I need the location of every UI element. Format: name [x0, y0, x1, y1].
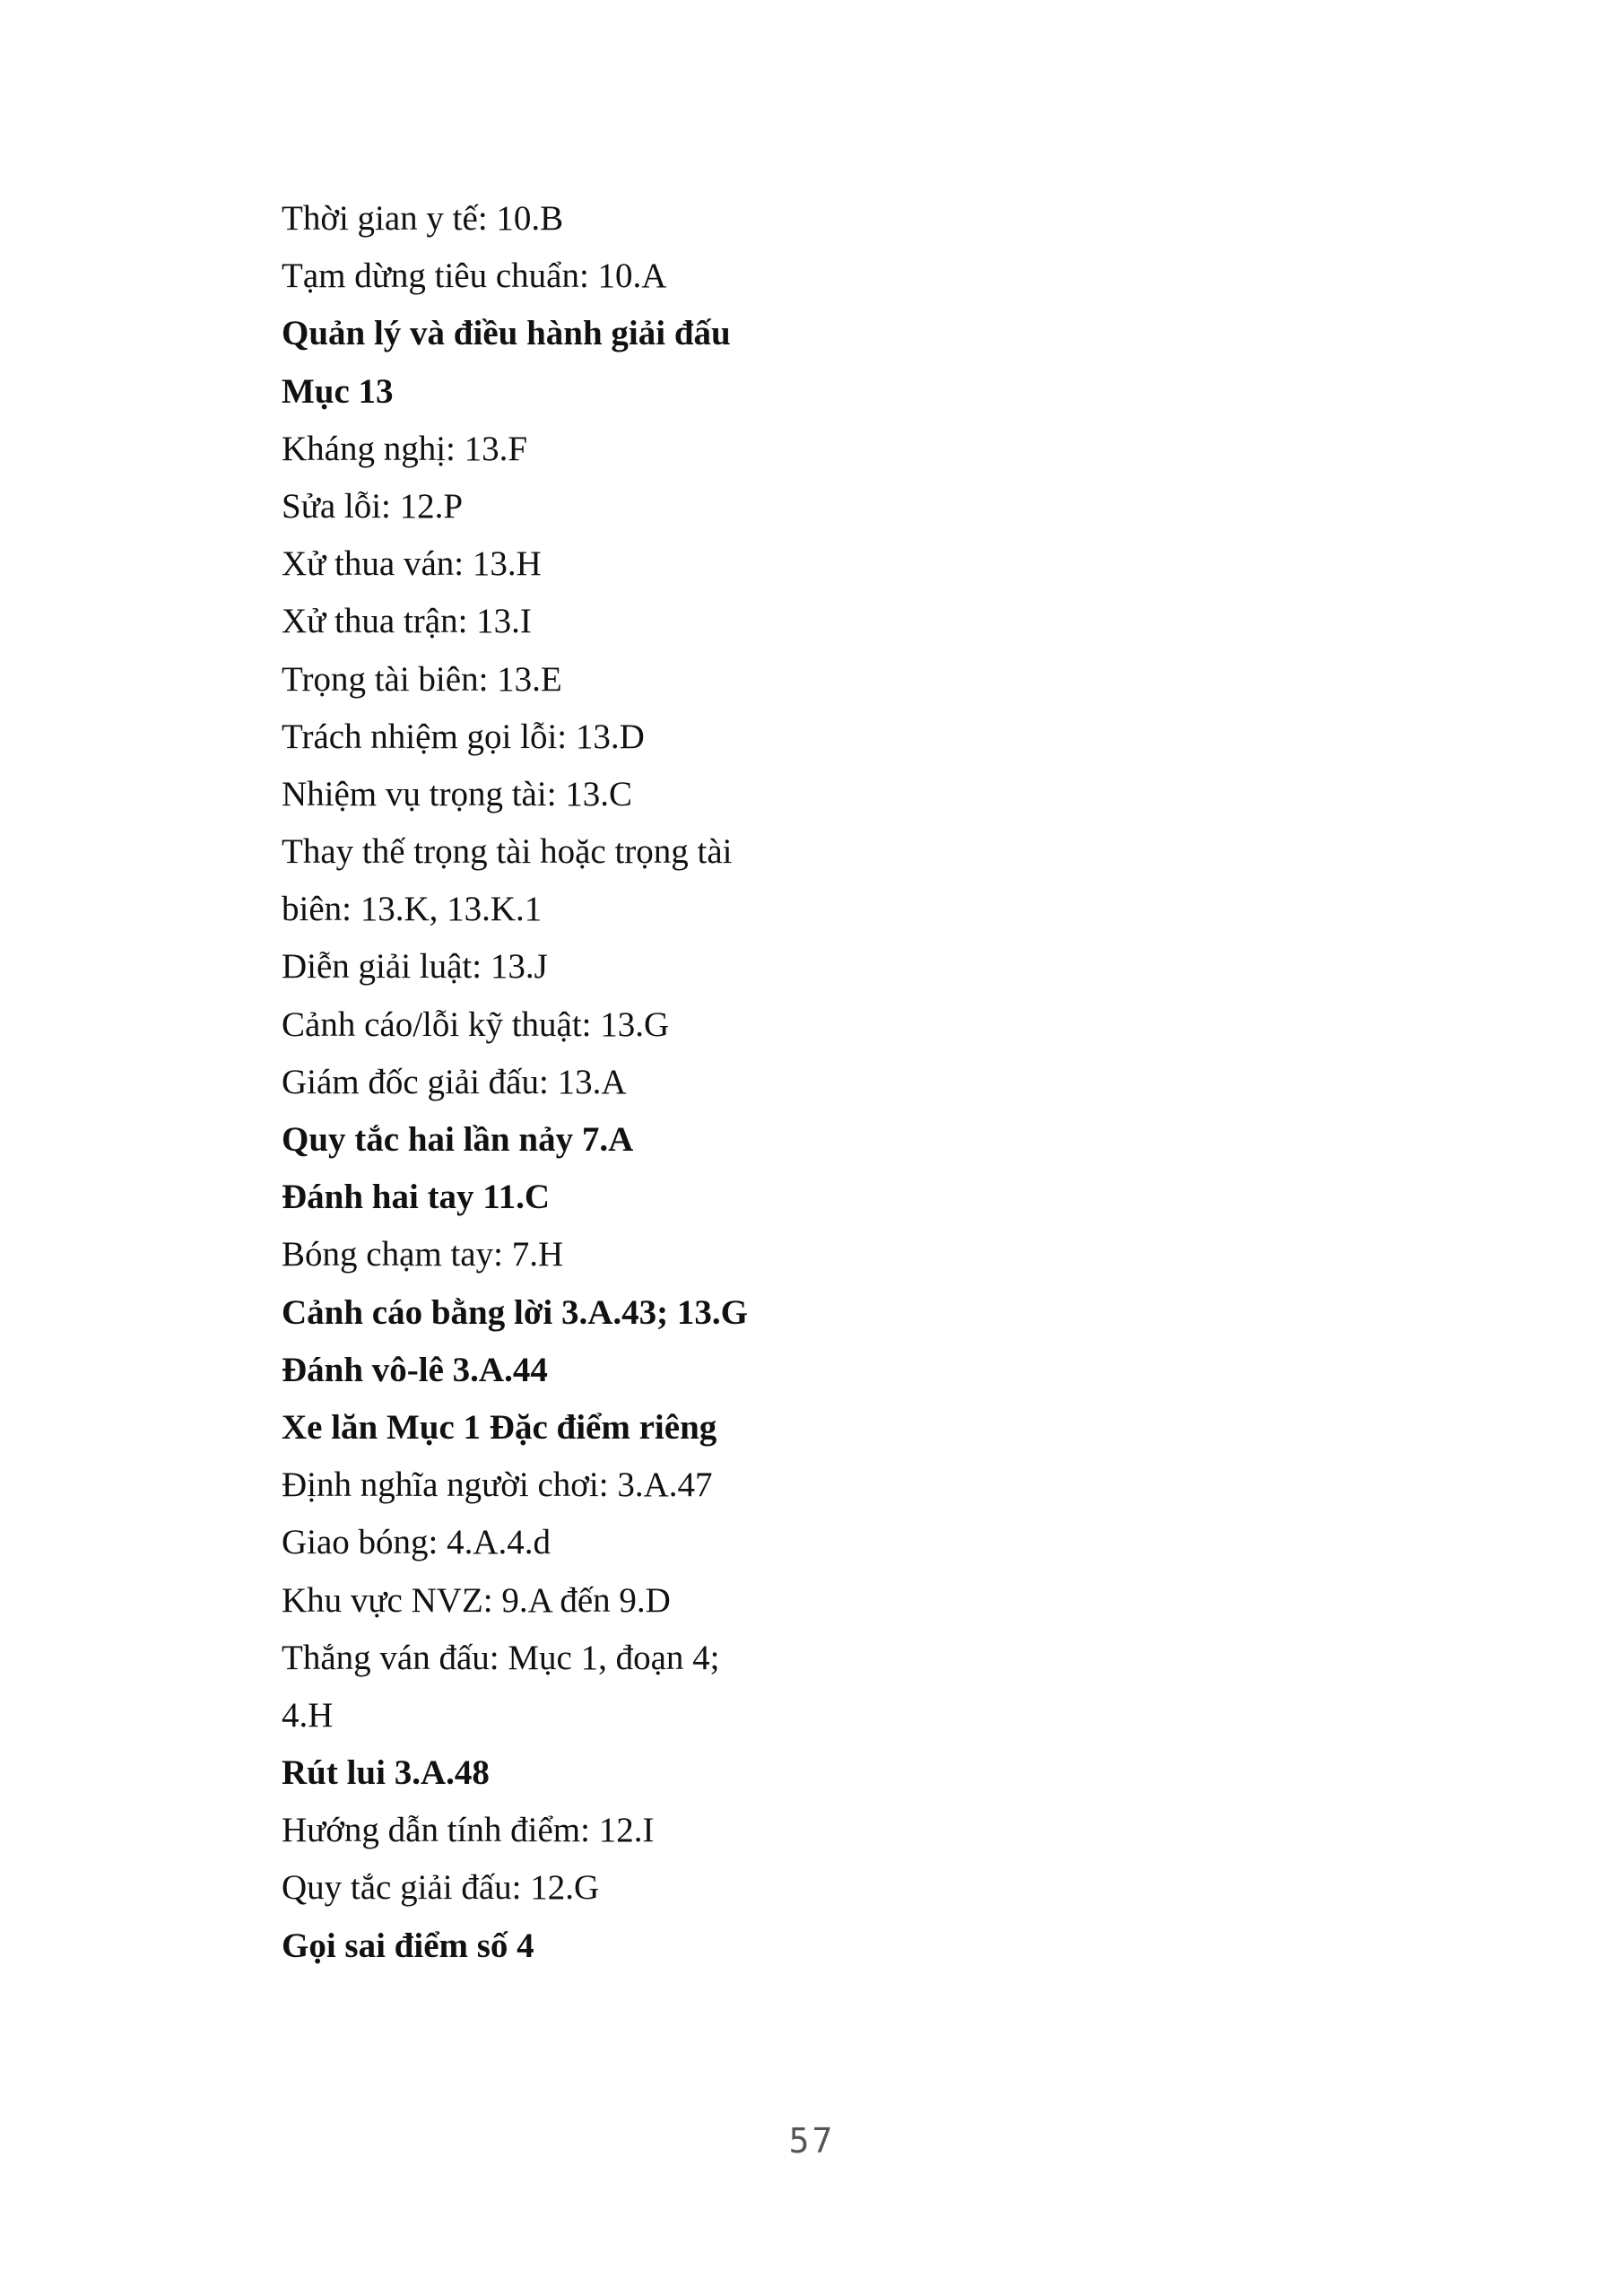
index-line: Diễn giải luật: 13.J: [282, 947, 548, 987]
index-line: 4.H: [282, 1695, 334, 1735]
index-line: Sửa lỗi: 12.P: [282, 486, 464, 526]
page-number: 57: [788, 2121, 836, 2161]
index-line: Khu vực NVZ: 9.A đến 9.D: [282, 1580, 671, 1620]
index-line: Rút lui 3.A.48: [282, 1753, 490, 1793]
index-line: Hướng dẫn tính điểm: 12.I: [282, 1811, 655, 1850]
index-line: Cảnh cáo bằng lời 3.A.43; 13.G: [282, 1292, 748, 1332]
index-line: Mục 13: [282, 371, 394, 411]
index-line: Trách nhiệm gọi lỗi: 13.D: [282, 717, 645, 756]
index-line: Quy tắc giải đấu: 12.G: [282, 1868, 600, 1908]
index-line: Thời gian y tế: 10.B: [282, 199, 564, 238]
index-line: biên: 13.K, 13.K.1: [282, 890, 543, 929]
index-line: Bóng chạm tay: 7.H: [282, 1235, 564, 1274]
index-line: Gọi sai điểm số 4: [282, 1926, 534, 1965]
index-line: Kháng nghị: 13.F: [282, 429, 528, 468]
index-line: Xe lăn Mục 1 Đặc điểm riêng: [282, 1407, 717, 1447]
index-line: Thắng ván đấu: Mục 1, đoạn 4;: [282, 1638, 720, 1677]
index-line: Thay thế trọng tài hoặc trọng tài: [282, 832, 733, 872]
index-line: Xử thua trận: 13.I: [282, 602, 532, 641]
index-line: Tạm dừng tiêu chuẩn: 10.A: [282, 257, 667, 296]
index-line: Nhiệm vụ trọng tài: 13.C: [282, 774, 633, 813]
index-line: Giao bóng: 4.A.4.d: [282, 1523, 551, 1562]
index-line: Trọng tài biên: 13.E: [282, 659, 562, 699]
index-line: Đánh vô-lê 3.A.44: [282, 1350, 548, 1389]
index-line: Xử thua ván: 13.H: [282, 544, 542, 584]
index-line: Định nghĩa người chơi: 3.A.47: [282, 1465, 713, 1505]
index-line: Giám đốc giải đấu: 13.A: [282, 1062, 627, 1101]
index-line: Cảnh cáo/lỗi kỹ thuật: 13.G: [282, 1004, 670, 1044]
index-line: Đánh hai tay 11.C: [282, 1178, 551, 1217]
index-list: [282, 190, 1178, 1975]
index-line: Quản lý và điều hành giải đấu: [282, 314, 731, 353]
index-line: Quy tắc hai lần nảy 7.A: [282, 1120, 634, 1159]
